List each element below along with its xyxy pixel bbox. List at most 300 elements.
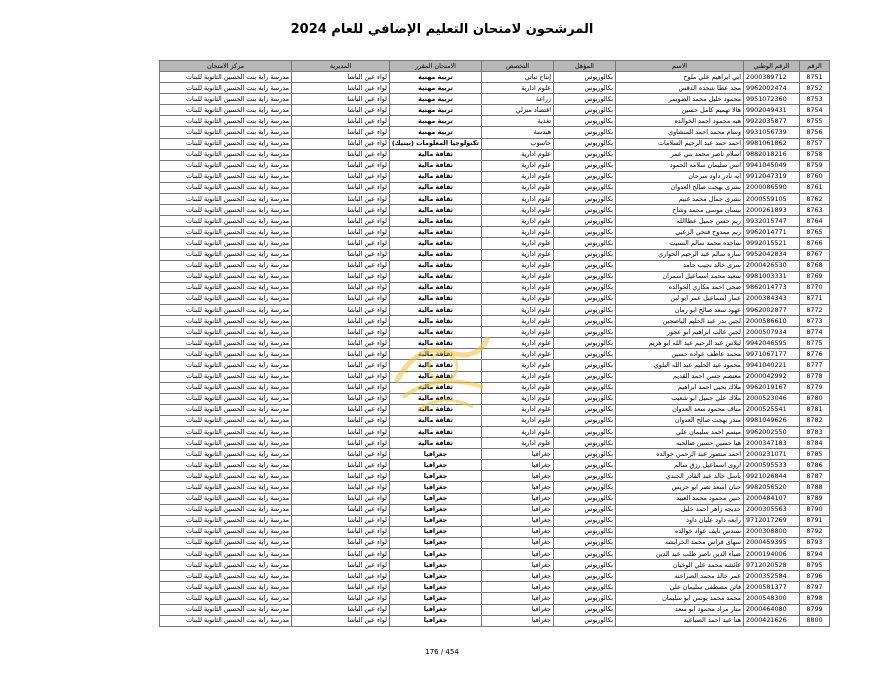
- cell-national-id: 2000086590: [744, 182, 800, 193]
- table-row: [160, 604, 830, 615]
- cell-name: مجد عطا شحده الدقس: [616, 83, 744, 94]
- table-row: [160, 182, 830, 193]
- cell-qualification: بكالوريوس: [554, 116, 616, 127]
- cell-national-id: 2000464080: [744, 604, 800, 615]
- cell-qualification: بكالوريوس: [554, 293, 616, 304]
- cell-center: مدرسة راية بنت الحسين الثانوية للبنات: [160, 260, 292, 271]
- cell-name: منذر بهجت صالح العدوان: [616, 415, 744, 426]
- cell-exam: ثقافة مالية: [390, 382, 482, 393]
- cell-no: 8770: [800, 282, 830, 293]
- cell-specialization: جغرافيا: [482, 493, 554, 504]
- cell-directorate: لواء عين الباشا: [292, 360, 390, 371]
- cell-name: حنان اسعد نصر ابو جريس: [616, 482, 744, 493]
- cell-no: 8775: [800, 338, 830, 349]
- cell-center: مدرسة راية بنت الحسين الثانوية للبنات: [160, 593, 292, 604]
- cell-specialization: جغرافيا: [482, 471, 554, 482]
- cell-name: ملاك علي جميل ابو شعيب: [616, 393, 744, 404]
- cell-name: لجين غالب ابراهيم ابو عجور: [616, 327, 744, 338]
- cell-national-id: 2000525541: [744, 404, 800, 415]
- cell-specialization: جغرافيا: [482, 582, 554, 593]
- cell-no: 8789: [800, 493, 830, 504]
- cell-exam: جغرافيا: [390, 449, 482, 460]
- cell-specialization: علوم ادارية: [482, 194, 554, 205]
- table-row: [160, 271, 830, 282]
- cell-exam: ثقافة مالية: [390, 404, 482, 415]
- cell-directorate: لواء عين الباشا: [292, 138, 390, 149]
- cell-no: 8765: [800, 227, 830, 238]
- cell-qualification: بكالوريوس: [554, 371, 616, 382]
- cell-no: 8787: [800, 471, 830, 482]
- cell-directorate: لواء عين الباشا: [292, 160, 390, 171]
- cell-qualification: بكالوريوس: [554, 393, 616, 404]
- cell-name: خديجه زاهر احمد خليل: [616, 504, 744, 515]
- cell-specialization: علوم ادارية: [482, 182, 554, 193]
- cell-directorate: لواء عين الباشا: [292, 83, 390, 94]
- cell-national-id: 9962014771: [744, 227, 800, 238]
- cell-name: عهود سعد صالح ابو رمان: [616, 304, 744, 315]
- cell-exam: جغرافيا: [390, 593, 482, 604]
- cell-national-id: 2000484107: [744, 493, 800, 504]
- cell-no: 8758: [800, 149, 830, 160]
- table-row: [160, 227, 830, 238]
- cell-exam: جغرافيا: [390, 493, 482, 504]
- table-row: [160, 171, 830, 182]
- header-no: الرقم: [800, 61, 830, 72]
- cell-directorate: لواء عين الباشا: [292, 415, 390, 426]
- cell-specialization: جغرافيا: [482, 526, 554, 537]
- cell-name: رابعه داود عليان داود: [616, 515, 744, 526]
- table-row: [160, 460, 830, 471]
- cell-specialization: علوم ادارية: [482, 83, 554, 94]
- cell-name: ابي ابراهيم علي ملوح: [616, 72, 744, 83]
- cell-national-id: 9882018216: [744, 149, 800, 160]
- cell-exam: جغرافيا: [390, 582, 482, 593]
- cell-exam: ثقافة مالية: [390, 360, 482, 371]
- cell-exam: ثقافة مالية: [390, 171, 482, 182]
- cell-name: هيا حسين حسين صالحيه: [616, 438, 744, 449]
- cell-name: سندس نايف عواد خوالده: [616, 526, 744, 537]
- header-name: الاسم: [616, 61, 744, 72]
- cell-exam: ثقافة مالية: [390, 249, 482, 260]
- table-row: [160, 94, 830, 105]
- table-row: [160, 415, 830, 426]
- cell-qualification: بكالوريوس: [554, 349, 616, 360]
- cell-no: 8794: [800, 549, 830, 560]
- cell-qualification: بكالوريوس: [554, 427, 616, 438]
- cell-no: 8777: [800, 360, 830, 371]
- cell-specialization: جغرافيا: [482, 560, 554, 571]
- cell-name: سرى خالد نجيب حامد: [616, 260, 744, 271]
- cell-qualification: بكالوريوس: [554, 515, 616, 526]
- cell-no: 8783: [800, 427, 830, 438]
- cell-directorate: لواء عين الباشا: [292, 227, 390, 238]
- cell-directorate: لواء عين الباشا: [292, 72, 390, 83]
- cell-specialization: جغرافيا: [482, 549, 554, 560]
- cell-name: سهاى فراس محمد الخرابشه: [616, 537, 744, 548]
- cell-center: مدرسة راية بنت الحسين الثانوية للبنات: [160, 127, 292, 138]
- cell-specialization: جغرافيا: [482, 615, 554, 626]
- cell-directorate: لواء عين الباشا: [292, 438, 390, 449]
- table-row: [160, 238, 830, 249]
- cell-exam: تربية مهنية: [390, 127, 482, 138]
- cell-directorate: لواء عين الباشا: [292, 382, 390, 393]
- cell-center: مدرسة راية بنت الحسين الثانوية للبنات: [160, 304, 292, 315]
- cell-no: 8780: [800, 393, 830, 404]
- cell-name: بشرى بهجت صالح العدوان: [616, 182, 744, 193]
- cell-directorate: لواء عين الباشا: [292, 560, 390, 571]
- cell-center: مدرسة راية بنت الحسين الثانوية للبنات: [160, 393, 292, 404]
- cell-national-id: 9952042834: [744, 249, 800, 260]
- cell-national-id: 2000523046: [744, 393, 800, 404]
- cell-national-id: 9951072360: [744, 94, 800, 105]
- cell-national-id: 9932015747: [744, 216, 800, 227]
- cell-specialization: جغرافيا: [482, 515, 554, 526]
- cell-exam: ثقافة مالية: [390, 293, 482, 304]
- cell-exam: ثقافة مالية: [390, 182, 482, 193]
- cell-center: مدرسة راية بنت الحسين الثانوية للبنات: [160, 149, 292, 160]
- cell-qualification: بكالوريوس: [554, 205, 616, 216]
- cell-national-id: 9942046595: [744, 338, 800, 349]
- cell-no: 8795: [800, 560, 830, 571]
- cell-directorate: لواء عين الباشا: [292, 260, 390, 271]
- cell-no: 8753: [800, 94, 830, 105]
- cell-no: 8786: [800, 460, 830, 471]
- cell-directorate: لواء عين الباشا: [292, 460, 390, 471]
- cell-specialization: علوم ادارية: [482, 171, 554, 182]
- cell-exam: ثقافة مالية: [390, 149, 482, 160]
- cell-no: 8772: [800, 304, 830, 315]
- cell-name: لبلاس عبد الرحيم عبد الله ابو هزيم: [616, 338, 744, 349]
- cell-directorate: لواء عين الباشا: [292, 371, 390, 382]
- cell-national-id: 9962002474: [744, 83, 800, 94]
- cell-qualification: بكالوريوس: [554, 194, 616, 205]
- cell-exam: جغرافيا: [390, 549, 482, 560]
- cell-center: مدرسة راية بنت الحسين الثانوية للبنات: [160, 482, 292, 493]
- table-row: [160, 438, 830, 449]
- cell-name: انس سليمان سلامه الحمود: [616, 160, 744, 171]
- cell-no: 8790: [800, 504, 830, 515]
- table-row: [160, 582, 830, 593]
- cell-no: 8782: [800, 415, 830, 426]
- cell-specialization: علوم ادارية: [482, 271, 554, 282]
- cell-center: مدرسة راية بنت الحسين الثانوية للبنات: [160, 327, 292, 338]
- cell-specialization: علوم ادارية: [482, 205, 554, 216]
- cell-national-id: 2000305563: [744, 504, 800, 515]
- cell-name: محمود عبد الحليم عبد الله البلوي: [616, 360, 744, 371]
- cell-national-id: 2000595533: [744, 460, 800, 471]
- cell-name: ميسم احمد سليمان علي: [616, 427, 744, 438]
- cell-no: 8769: [800, 271, 830, 282]
- cell-center: مدرسة راية بنت الحسين الثانوية للبنات: [160, 171, 292, 182]
- cell-no: 8785: [800, 449, 830, 460]
- cell-directorate: لواء عين الباشا: [292, 393, 390, 404]
- cell-directorate: لواء عين الباشا: [292, 349, 390, 360]
- cell-directorate: لواء عين الباشا: [292, 94, 390, 105]
- cell-center: مدرسة راية بنت الحسين الثانوية للبنات: [160, 615, 292, 626]
- cell-no: 8784: [800, 438, 830, 449]
- cell-exam: ثقافة مالية: [390, 282, 482, 293]
- cell-specialization: جغرافيا: [482, 593, 554, 604]
- cell-exam: ثقافة مالية: [390, 160, 482, 171]
- cell-qualification: بكالوريوس: [554, 83, 616, 94]
- cell-center: مدرسة راية بنت الحسين الثانوية للبنات: [160, 438, 292, 449]
- cell-qualification: بكالوريوس: [554, 260, 616, 271]
- cell-national-id: 2000347183: [744, 438, 800, 449]
- cell-specialization: جغرافيا: [482, 571, 554, 582]
- cell-specialization: علوم ادارية: [482, 360, 554, 371]
- cell-specialization: جغرافيا: [482, 460, 554, 471]
- cell-national-id: 2000261893: [744, 205, 800, 216]
- cell-directorate: لواء عين الباشا: [292, 316, 390, 327]
- cell-directorate: لواء عين الباشا: [292, 205, 390, 216]
- cell-qualification: بكالوريوس: [554, 171, 616, 182]
- cell-qualification: بكالوريوس: [554, 604, 616, 615]
- cell-specialization: اقتصاد منزلي: [482, 105, 554, 116]
- table-row: [160, 526, 830, 537]
- cell-center: مدرسة راية بنت الحسين الثانوية للبنات: [160, 449, 292, 460]
- cell-specialization: علوم ادارية: [482, 393, 554, 404]
- cell-no: 8796: [800, 571, 830, 582]
- cell-no: 8754: [800, 105, 830, 116]
- cell-national-id: 9931056739: [744, 127, 800, 138]
- cell-no: 8791: [800, 515, 830, 526]
- cell-specialization: تغذية: [482, 116, 554, 127]
- cell-directorate: لواء عين الباشا: [292, 604, 390, 615]
- cell-national-id: 2000231071: [744, 449, 800, 460]
- cell-qualification: بكالوريوس: [554, 216, 616, 227]
- cell-no: 8755: [800, 116, 830, 127]
- table-row: [160, 471, 830, 482]
- cell-specialization: علوم ادارية: [482, 304, 554, 315]
- cell-directorate: لواء عين الباشا: [292, 549, 390, 560]
- table-header-row: [160, 61, 830, 72]
- cell-exam: تكنولوجيا المعلومات (بيتيك): [390, 138, 482, 149]
- table-row: [160, 127, 830, 138]
- cell-exam: ثقافة مالية: [390, 393, 482, 404]
- cell-national-id: 9712017269: [744, 515, 800, 526]
- cell-specialization: علوم ادارية: [482, 427, 554, 438]
- table-row: [160, 537, 830, 548]
- cell-qualification: بكالوريوس: [554, 537, 616, 548]
- cell-national-id: 9981061862: [744, 138, 800, 149]
- cell-directorate: لواء عين الباشا: [292, 338, 390, 349]
- cell-directorate: لواء عين الباشا: [292, 526, 390, 537]
- cell-exam: جغرافيا: [390, 504, 482, 515]
- cell-name: ساره سالم عبد الرحيم الحواري: [616, 249, 744, 260]
- cell-directorate: لواء عين الباشا: [292, 238, 390, 249]
- cell-national-id: 2000352584: [744, 571, 800, 582]
- cell-national-id: 9962002877: [744, 304, 800, 315]
- cell-exam: جغرافيا: [390, 615, 482, 626]
- cell-qualification: بكالوريوس: [554, 327, 616, 338]
- table-row: [160, 249, 830, 260]
- cell-national-id: 2000042992: [744, 371, 800, 382]
- cell-qualification: بكالوريوس: [554, 360, 616, 371]
- table-row: [160, 205, 830, 216]
- cell-name: ايه نادر داود سرحان: [616, 171, 744, 182]
- cell-exam: تربية مهنية: [390, 72, 482, 83]
- cell-national-id: 2000421626: [744, 615, 800, 626]
- cell-national-id: 2000581377: [744, 582, 800, 593]
- cell-no: 8771: [800, 293, 830, 304]
- table-row: [160, 615, 830, 626]
- cell-no: 8760: [800, 171, 830, 182]
- cell-directorate: لواء عين الباشا: [292, 182, 390, 193]
- cell-name: عمار اسماعيل عمر ابو لبن: [616, 293, 744, 304]
- cell-exam: جغرافيا: [390, 571, 482, 582]
- cell-center: مدرسة راية بنت الحسين الثانوية للبنات: [160, 371, 292, 382]
- cell-qualification: بكالوريوس: [554, 560, 616, 571]
- table-row: [160, 504, 830, 515]
- cell-exam: تربية مهنية: [390, 94, 482, 105]
- cell-exam: ثقافة مالية: [390, 327, 482, 338]
- cell-qualification: بكالوريوس: [554, 338, 616, 349]
- cell-national-id: 9941045049: [744, 160, 800, 171]
- table-row: [160, 571, 830, 582]
- cell-center: مدرسة راية بنت الحسين الثانوية للبنات: [160, 316, 292, 327]
- cell-name: ريم ممدوح فتحي الزعبي: [616, 227, 744, 238]
- cell-qualification: بكالوريوس: [554, 227, 616, 238]
- cell-exam: ثقافة مالية: [390, 216, 482, 227]
- cell-specialization: علوم ادارية: [482, 349, 554, 360]
- cell-directorate: لواء عين الباشا: [292, 194, 390, 205]
- cell-name: ريم حسن جميل عطاالله: [616, 216, 744, 227]
- cell-national-id: 2000586610: [744, 316, 800, 327]
- cell-directorate: لواء عين الباشا: [292, 515, 390, 526]
- cell-center: مدرسة راية بنت الحسين الثانوية للبنات: [160, 72, 292, 83]
- table-row: [160, 482, 830, 493]
- cell-qualification: بكالوريوس: [554, 449, 616, 460]
- cell-qualification: بكالوريوس: [554, 526, 616, 537]
- cell-no: 8800: [800, 615, 830, 626]
- cell-exam: تربية مهنية: [390, 105, 482, 116]
- cell-national-id: 2000389712: [744, 72, 800, 83]
- cell-qualification: بكالوريوس: [554, 471, 616, 482]
- cell-exam: جغرافيا: [390, 482, 482, 493]
- cell-qualification: بكالوريوس: [554, 182, 616, 193]
- cell-no: 8792: [800, 526, 830, 537]
- cell-specialization: جغرافيا: [482, 537, 554, 548]
- cell-qualification: بكالوريوس: [554, 282, 616, 293]
- table-row: [160, 216, 830, 227]
- cell-name: محمد عاطف عواده حسين: [616, 349, 744, 360]
- cell-national-id: 9941040221: [744, 360, 800, 371]
- cell-specialization: علوم ادارية: [482, 238, 554, 249]
- cell-exam: ثقافة مالية: [390, 260, 482, 271]
- cell-national-id: 2000194006: [744, 549, 800, 560]
- cell-specialization: علوم ادارية: [482, 149, 554, 160]
- cell-exam: جغرافيا: [390, 560, 482, 571]
- cell-specialization: علوم ادارية: [482, 404, 554, 415]
- cell-directorate: لواء عين الباشا: [292, 304, 390, 315]
- cell-no: 8767: [800, 249, 830, 260]
- cell-qualification: بكالوريوس: [554, 160, 616, 171]
- cell-qualification: بكالوريوس: [554, 249, 616, 260]
- cell-directorate: لواء عين الباشا: [292, 271, 390, 282]
- cell-exam: ثقافة مالية: [390, 438, 482, 449]
- cell-center: مدرسة راية بنت الحسين الثانوية للبنات: [160, 238, 292, 249]
- header-specialization: التخصص: [482, 61, 554, 72]
- cell-national-id: 9971067177: [744, 349, 800, 360]
- cell-exam: ثقافة مالية: [390, 371, 482, 382]
- cell-center: مدرسة راية بنت الحسين الثانوية للبنات: [160, 349, 292, 360]
- cell-exam: جغرافيا: [390, 526, 482, 537]
- cell-center: مدرسة راية بنت الحسين الثانوية للبنات: [160, 338, 292, 349]
- cell-name: عائشه محمد علي الوخيان: [616, 560, 744, 571]
- header-directorate: المديرية: [292, 61, 390, 72]
- cell-directorate: لواء عين الباشا: [292, 282, 390, 293]
- cell-directorate: لواء عين الباشا: [292, 404, 390, 415]
- cell-exam: ثقافة مالية: [390, 205, 482, 216]
- cell-specialization: علوم ادارية: [482, 382, 554, 393]
- cell-specialization: علوم ادارية: [482, 415, 554, 426]
- cell-center: مدرسة راية بنت الحسين الثانوية للبنات: [160, 571, 292, 582]
- cell-national-id: 2000384343: [744, 293, 800, 304]
- cell-center: مدرسة راية بنت الحسين الثانوية للبنات: [160, 382, 292, 393]
- cell-name: فاتن مصطفى سليمان علي: [616, 582, 744, 593]
- cell-specialization: جغرافيا: [482, 482, 554, 493]
- cell-center: مدرسة راية بنت الحسين الثانوية للبنات: [160, 94, 292, 105]
- cell-center: مدرسة راية بنت الحسين الثانوية للبنات: [160, 138, 292, 149]
- cell-specialization: هندسة: [482, 127, 554, 138]
- page-title: المرشحون لامتحان التعليم الإضافي للعام 2024: [290, 22, 594, 37]
- cell-qualification: بكالوريوس: [554, 493, 616, 504]
- cell-qualification: بكالوريوس: [554, 382, 616, 393]
- cell-name: حنين محمود محمد العبيد: [616, 493, 744, 504]
- cell-name: لجين بدر عبد الحليم الياصجين: [616, 316, 744, 327]
- cell-specialization: علوم ادارية: [482, 160, 554, 171]
- cell-name: هالا تهميم كامل حسين: [616, 105, 744, 116]
- cell-national-id: 9992015521: [744, 238, 800, 249]
- cell-directorate: لواء عين الباشا: [292, 615, 390, 626]
- cell-specialization: علوم ادارية: [482, 338, 554, 349]
- cell-qualification: بكالوريوس: [554, 415, 616, 426]
- cell-directorate: لواء عين الباشا: [292, 449, 390, 460]
- cell-specialization: علوم ادارية: [482, 371, 554, 382]
- cell-national-id: 2000548300: [744, 593, 800, 604]
- header-exam: الامتحان المقرر: [390, 61, 482, 72]
- cell-qualification: بكالوريوس: [554, 438, 616, 449]
- table-row: [160, 560, 830, 571]
- cell-name: اروى اسماعيل رزق سالم: [616, 460, 744, 471]
- cell-center: مدرسة راية بنت الحسين الثانوية للبنات: [160, 182, 292, 193]
- cell-center: مدرسة راية بنت الحسين الثانوية للبنات: [160, 427, 292, 438]
- cell-specialization: زراعة: [482, 94, 554, 105]
- cell-specialization: جغرافيا: [482, 449, 554, 460]
- cell-center: مدرسة راية بنت الحسين الثانوية للبنات: [160, 194, 292, 205]
- cell-qualification: بكالوريوس: [554, 404, 616, 415]
- cell-national-id: 9981049626: [744, 415, 800, 426]
- cell-qualification: بكالوريوس: [554, 105, 616, 116]
- cell-center: مدرسة راية بنت الحسين الثانوية للبنات: [160, 549, 292, 560]
- cell-center: مدرسة راية بنت الحسين الثانوية للبنات: [160, 404, 292, 415]
- cell-qualification: بكالوريوس: [554, 504, 616, 515]
- cell-qualification: بكالوريوس: [554, 615, 616, 626]
- cell-directorate: لواء عين الباشا: [292, 537, 390, 548]
- table-row: [160, 194, 830, 205]
- cell-center: مدرسة راية بنت الحسين الثانوية للبنات: [160, 360, 292, 371]
- cell-name: احمد منصور عبد الرحمن خوالده: [616, 449, 744, 460]
- cell-name: ساجده محمد سالم النسيت: [616, 238, 744, 249]
- table-row: [160, 515, 830, 526]
- cell-directorate: لواء عين الباشا: [292, 504, 390, 515]
- cell-center: مدرسة راية بنت الحسين الثانوية للبنات: [160, 471, 292, 482]
- cell-specialization: علوم ادارية: [482, 316, 554, 327]
- cell-exam: ثقافة مالية: [390, 338, 482, 349]
- cell-center: مدرسة راية بنت الحسين الثانوية للبنات: [160, 271, 292, 282]
- cell-exam: جغرافيا: [390, 604, 482, 615]
- cell-name: وسام محمد احمد المنشاوي: [616, 127, 744, 138]
